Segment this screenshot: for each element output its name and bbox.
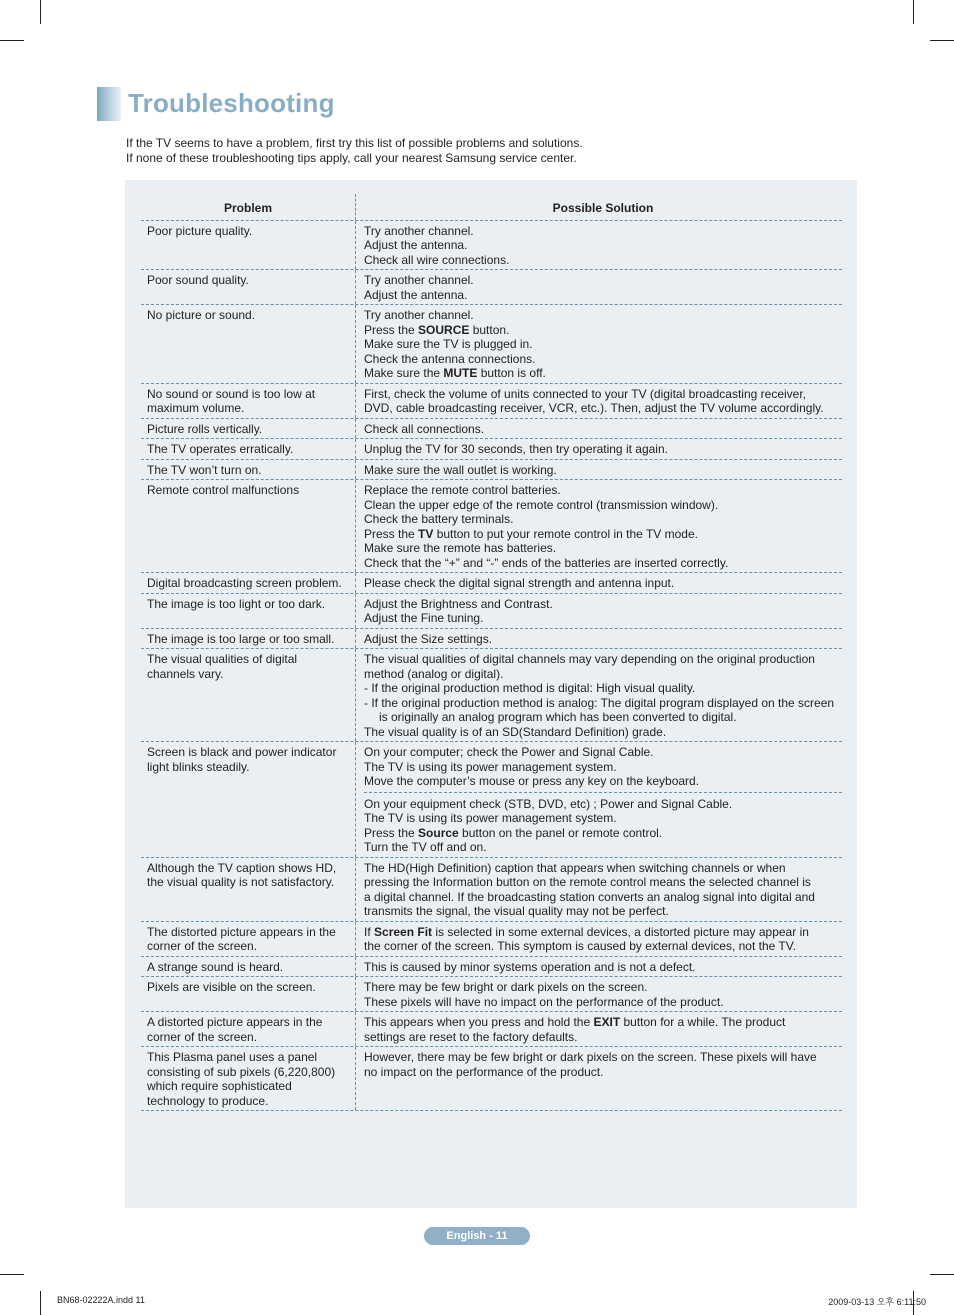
solution-cell [356, 439, 842, 459]
solution-cell [356, 419, 842, 439]
problem-text: A strange sound is heard. [147, 959, 284, 974]
intro-text [126, 136, 583, 166]
table-row [141, 1047, 842, 1111]
solution-line [364, 463, 842, 478]
footer-file-info: BN68-02222A.indd 11 [57, 1295, 145, 1305]
problem-cell [141, 460, 356, 480]
crop-mark [0, 1274, 24, 1275]
solution-group [364, 960, 842, 975]
solution-text: Adjust the Size settings. [364, 631, 493, 646]
solution-text: is selected in some external devices, a distorted picture may appear in [432, 924, 809, 939]
problem-text: light blinks steadily. [147, 759, 250, 774]
table-row [141, 1012, 842, 1047]
solution-cell [356, 629, 842, 649]
solution-text: Try another channel. [364, 223, 474, 238]
crop-mark [930, 40, 954, 41]
problem-text: The TV won’t turn on. [147, 462, 262, 477]
problem-text: Poor picture quality. [147, 223, 253, 238]
solution-line [364, 1015, 842, 1030]
solution-group [364, 463, 842, 478]
table-row [141, 858, 842, 922]
problem-cell [141, 1012, 356, 1046]
solution-text: Try another channel. [364, 308, 474, 322]
table-row [141, 384, 842, 419]
problem-cell [141, 221, 356, 270]
problem-cell [141, 439, 356, 459]
troubleshooting-table [141, 194, 842, 1111]
solution-line [364, 611, 842, 626]
solution-cell [356, 957, 842, 977]
solution-text: The visual qualities of digital channels may vary depending on the original production [364, 652, 815, 666]
solution-group [364, 224, 842, 268]
solution-line [364, 442, 842, 457]
problem-text: The distorted picture appears in the [147, 924, 336, 939]
solution-text: Check all wire connections. [364, 252, 510, 267]
problem-text: The TV operates erratically. [147, 442, 294, 456]
solution-group [364, 1050, 842, 1079]
problem-cell [141, 742, 356, 857]
crop-mark [40, 0, 41, 24]
solution-cell [356, 305, 842, 383]
solution-line [364, 224, 842, 239]
solution-line [364, 401, 842, 416]
solution-text: Try another channel. [364, 273, 474, 287]
solution-line [364, 826, 842, 841]
solution-text: no impact on the performance of the product. [364, 1064, 604, 1079]
table-row [141, 270, 842, 305]
solution-group [364, 925, 842, 954]
solution-text: the corner of the screen. This symptom is caused by external devices, not the TV. [364, 939, 796, 953]
solution-line [364, 774, 842, 789]
table-row [141, 977, 842, 1012]
crop-mark [930, 1274, 954, 1275]
solution-text: On your computer; check the Power and Signal Cable. [364, 745, 654, 759]
problem-cell [141, 305, 356, 383]
solution-text: button on the panel or remote control. [458, 825, 663, 840]
solution-text: Adjust the antenna. [364, 287, 468, 302]
problem-text: consisting of sub pixels (6,220,800) [147, 1064, 336, 1079]
solution-text: However, there may be few bright or dark pixels on the screen. These pixels will have [364, 1050, 817, 1064]
solution-line [364, 745, 842, 760]
solution-group [364, 387, 842, 416]
problem-text: which require sophisticated [147, 1079, 292, 1093]
solution-group [364, 745, 842, 789]
solution-cell [356, 221, 842, 270]
solution-text: button for a while. The product [620, 1015, 786, 1029]
solution-cell [356, 742, 842, 857]
solution-cell [356, 1047, 842, 1110]
solution-line [364, 288, 842, 303]
problem-text: technology to produce. [147, 1093, 269, 1108]
solution-line [364, 890, 842, 905]
table-row [141, 649, 842, 742]
page-title: Troubleshooting [128, 88, 335, 118]
crop-mark [0, 40, 24, 41]
table-row [141, 221, 842, 271]
solution-line [364, 1030, 842, 1045]
problem-cell [141, 480, 356, 572]
solution-cell [356, 594, 842, 628]
table-body [141, 221, 842, 1112]
solution-text: method (analog or digital). [364, 666, 504, 681]
solution-line [364, 498, 842, 513]
solution-line [364, 1065, 842, 1080]
problem-cell [141, 594, 356, 628]
solution-text: The visual quality is of an SD(Standard Definition) grade. [364, 724, 667, 739]
solution-cell [356, 922, 842, 956]
solution-line [364, 337, 842, 352]
solution-text: Press the [364, 322, 419, 337]
crop-mark [913, 0, 914, 24]
problem-text: The image is too light or too dark. [147, 596, 326, 611]
solution-cell [356, 977, 842, 1011]
solution-text: First, check the volume of units connected to your TV (digital broadcasting receiver, [364, 386, 806, 401]
button-name-text: TV [418, 526, 434, 541]
solution-group [364, 792, 842, 855]
problem-cell [141, 649, 356, 741]
page-title-block [97, 86, 497, 122]
solution-text: transmits the signal, the visual quality may not be perfect. [364, 904, 669, 918]
solution-group [364, 308, 842, 381]
solution-group [364, 632, 842, 647]
table-header-row [141, 194, 842, 221]
intro-line: If the TV seems to have a problem, first try this list of possible problems and solutions. [126, 136, 583, 150]
solution-text: button. [469, 322, 510, 337]
problem-cell [141, 573, 356, 593]
problem-text: The visual qualities of digital [147, 652, 298, 666]
solution-line [364, 556, 842, 571]
solution-text: Check the battery terminals. [364, 512, 514, 526]
solution-text: - If the original production method is digital: High visual quality. [364, 681, 696, 695]
header-solution: Possible Solution [552, 201, 654, 215]
crop-mark [40, 1291, 41, 1315]
solution-text: Clean the upper edge of the remote control (transmission window). [364, 497, 719, 512]
button-name-text: Screen Fit [374, 924, 433, 939]
problem-text: Poor sound quality. [147, 273, 249, 287]
solution-line [364, 861, 842, 876]
problem-text: Picture rolls vertically. [147, 421, 263, 436]
solution-text: a digital channel. If the broadcasting station converts an analog signal into digital and [364, 889, 815, 904]
solution-line [364, 811, 842, 826]
page-number-badge: English - 11 [424, 1227, 530, 1245]
solution-text: button is off. [477, 366, 546, 380]
problem-cell [141, 977, 356, 1011]
solution-text: settings are reset to the factory defaults. [364, 1029, 578, 1044]
solution-line [364, 681, 842, 696]
button-name-text: SOURCE [418, 322, 470, 337]
solution-text: This appears when you press and hold the [364, 1015, 594, 1029]
problem-text: corner of the screen. [147, 1029, 258, 1044]
solution-text: pressing the Information button on the remote control means the selected channel is [364, 875, 811, 889]
solution-line [364, 925, 842, 940]
solution-line [364, 308, 842, 323]
solution-cell [356, 858, 842, 921]
solution-text: Press the [364, 526, 419, 541]
solution-text: The HD(High Definition) caption that appears when switching channels or when [364, 860, 786, 875]
solution-cell [356, 573, 842, 593]
table-row [141, 419, 842, 440]
solution-group [364, 422, 842, 437]
problem-cell [141, 270, 356, 304]
title-accent-bar [97, 87, 121, 121]
table-row [141, 573, 842, 594]
button-name-text: EXIT [593, 1015, 621, 1029]
table-row [141, 439, 842, 460]
problem-cell [141, 922, 356, 956]
solution-group [364, 483, 842, 570]
solution-line [364, 696, 842, 725]
problem-text: No picture or sound. [147, 308, 256, 322]
solution-text: Check all connections. [364, 421, 485, 436]
solution-text: DVD, cable broadcasting receiver, VCR, etc.). Then, adjust the TV volume accordingly. [364, 401, 824, 415]
problem-cell [141, 384, 356, 418]
solution-line [364, 273, 842, 288]
solution-text: These pixels will have no impact on the performance of the product. [364, 994, 724, 1009]
solution-line [364, 960, 842, 975]
solution-cell [356, 384, 842, 418]
solution-group [364, 861, 842, 919]
problem-text: Remote control malfunctions [147, 483, 300, 497]
solution-line [364, 652, 842, 667]
solution-text: Unplug the TV for 30 seconds, then try operating it again. [364, 442, 668, 456]
solution-text: Adjust the Fine tuning. [364, 611, 484, 625]
solution-group [364, 980, 842, 1009]
problem-text: channels vary. [147, 666, 224, 681]
problem-text: The image is too large or too small. [147, 631, 335, 646]
solution-text: Check the antenna connections. [364, 351, 536, 366]
problem-text: A distorted picture appears in the [147, 1015, 323, 1029]
solution-group [364, 1015, 842, 1044]
table-row [141, 957, 842, 978]
button-name-text: Source [418, 825, 459, 840]
solution-group [364, 442, 842, 457]
solution-text: Make sure the remote has batteries. [364, 541, 557, 555]
footer-timestamp: 2009-03-13 오후 6:11:50 [828, 1297, 926, 1307]
solution-text: The TV is using its power management system. [364, 811, 617, 825]
solution-text: This is caused by minor systems operation and is not a defect. [364, 959, 696, 974]
solution-line [364, 366, 842, 381]
table-row [141, 460, 842, 481]
solution-line [364, 238, 842, 253]
solution-text: Press the [364, 825, 419, 840]
solution-text: There may be few bright or dark pixels on the screen. [364, 980, 648, 994]
solution-cell [356, 270, 842, 304]
solution-line [364, 725, 842, 740]
solution-line [364, 1050, 842, 1065]
solution-text: Make sure the [364, 366, 444, 380]
intro-line: If none of these troubleshooting tips apply, call your nearest Samsung service center. [126, 151, 577, 165]
table-row [141, 594, 842, 629]
solution-text: Move the computer’s mouse or press any key on the keyboard. [364, 774, 700, 788]
solution-line [364, 760, 842, 775]
solution-group [364, 576, 842, 591]
table-row [141, 480, 842, 573]
solution-group [364, 597, 842, 626]
problem-text: This Plasma panel uses a panel [147, 1050, 318, 1064]
solution-cell [356, 480, 842, 572]
solution-text: Check that the “+” and “-” ends of the batteries are inserted correctly. [364, 555, 729, 570]
solution-line [364, 980, 842, 995]
problem-text: the visual quality is not satisfactory. [147, 875, 335, 889]
solution-text: Replace the remote control batteries. [364, 483, 561, 497]
solution-text: Adjust the Brightness and Contrast. [364, 596, 553, 611]
solution-text: If [364, 924, 375, 939]
table-row [141, 629, 842, 650]
solution-line [364, 576, 842, 591]
solution-line [364, 840, 842, 855]
solution-line [364, 387, 842, 402]
problem-text: Digital broadcasting screen problem. [147, 576, 342, 590]
problem-text: corner of the screen. [147, 939, 258, 953]
solution-line [364, 632, 842, 647]
header-problem: Problem [141, 194, 356, 220]
solution-line [364, 323, 842, 338]
problem-text: No sound or sound is too low at [147, 386, 316, 401]
solution-text: Please check the digital signal strength and antenna input. [364, 576, 675, 590]
solution-group [364, 652, 842, 739]
problem-text: maximum volume. [147, 401, 245, 415]
solution-line [364, 875, 842, 890]
solution-line [364, 541, 842, 556]
problem-cell [141, 1047, 356, 1110]
solution-line [364, 667, 842, 682]
solution-text: Adjust the antenna. [364, 238, 468, 252]
solution-line [364, 512, 842, 527]
problem-cell [141, 858, 356, 921]
solution-line [364, 939, 842, 954]
solution-line [364, 797, 842, 812]
solution-cell [356, 649, 842, 741]
problem-cell [141, 629, 356, 649]
button-name-text: MUTE [443, 366, 478, 380]
solution-group [364, 273, 842, 302]
table-row [141, 922, 842, 957]
solution-line [364, 483, 842, 498]
solution-line [364, 253, 842, 268]
solution-text: Turn the TV off and on. [364, 840, 487, 854]
problem-text: Screen is black and power indicator [147, 745, 337, 759]
table-row [141, 742, 842, 858]
solution-text: button to put your remote control in the TV mode. [433, 526, 698, 541]
table-row [141, 305, 842, 384]
solution-text: Make sure the wall outlet is working. [364, 462, 557, 477]
solution-text: The TV is using its power management system. [364, 759, 617, 774]
solution-line [364, 904, 842, 919]
solution-line [364, 527, 842, 542]
solution-line [364, 597, 842, 612]
solution-line [364, 995, 842, 1010]
solution-text: On your equipment check (STB, DVD, etc) ; Power and Signal Cable. [364, 796, 733, 811]
solution-cell [356, 1012, 842, 1046]
problem-text: Although the TV caption shows HD, [147, 860, 337, 875]
problem-text: Pixels are visible on the screen. [147, 980, 316, 994]
solution-text: - If the original production method is analog: The digital program displayed on the screen is originally an analog program which has been converted to digital. [364, 695, 835, 724]
solution-line [364, 352, 842, 367]
problem-cell [141, 419, 356, 439]
problem-cell [141, 957, 356, 977]
solution-text: Make sure the TV is plugged in. [364, 337, 533, 351]
solution-cell [356, 460, 842, 480]
solution-line [364, 422, 842, 437]
